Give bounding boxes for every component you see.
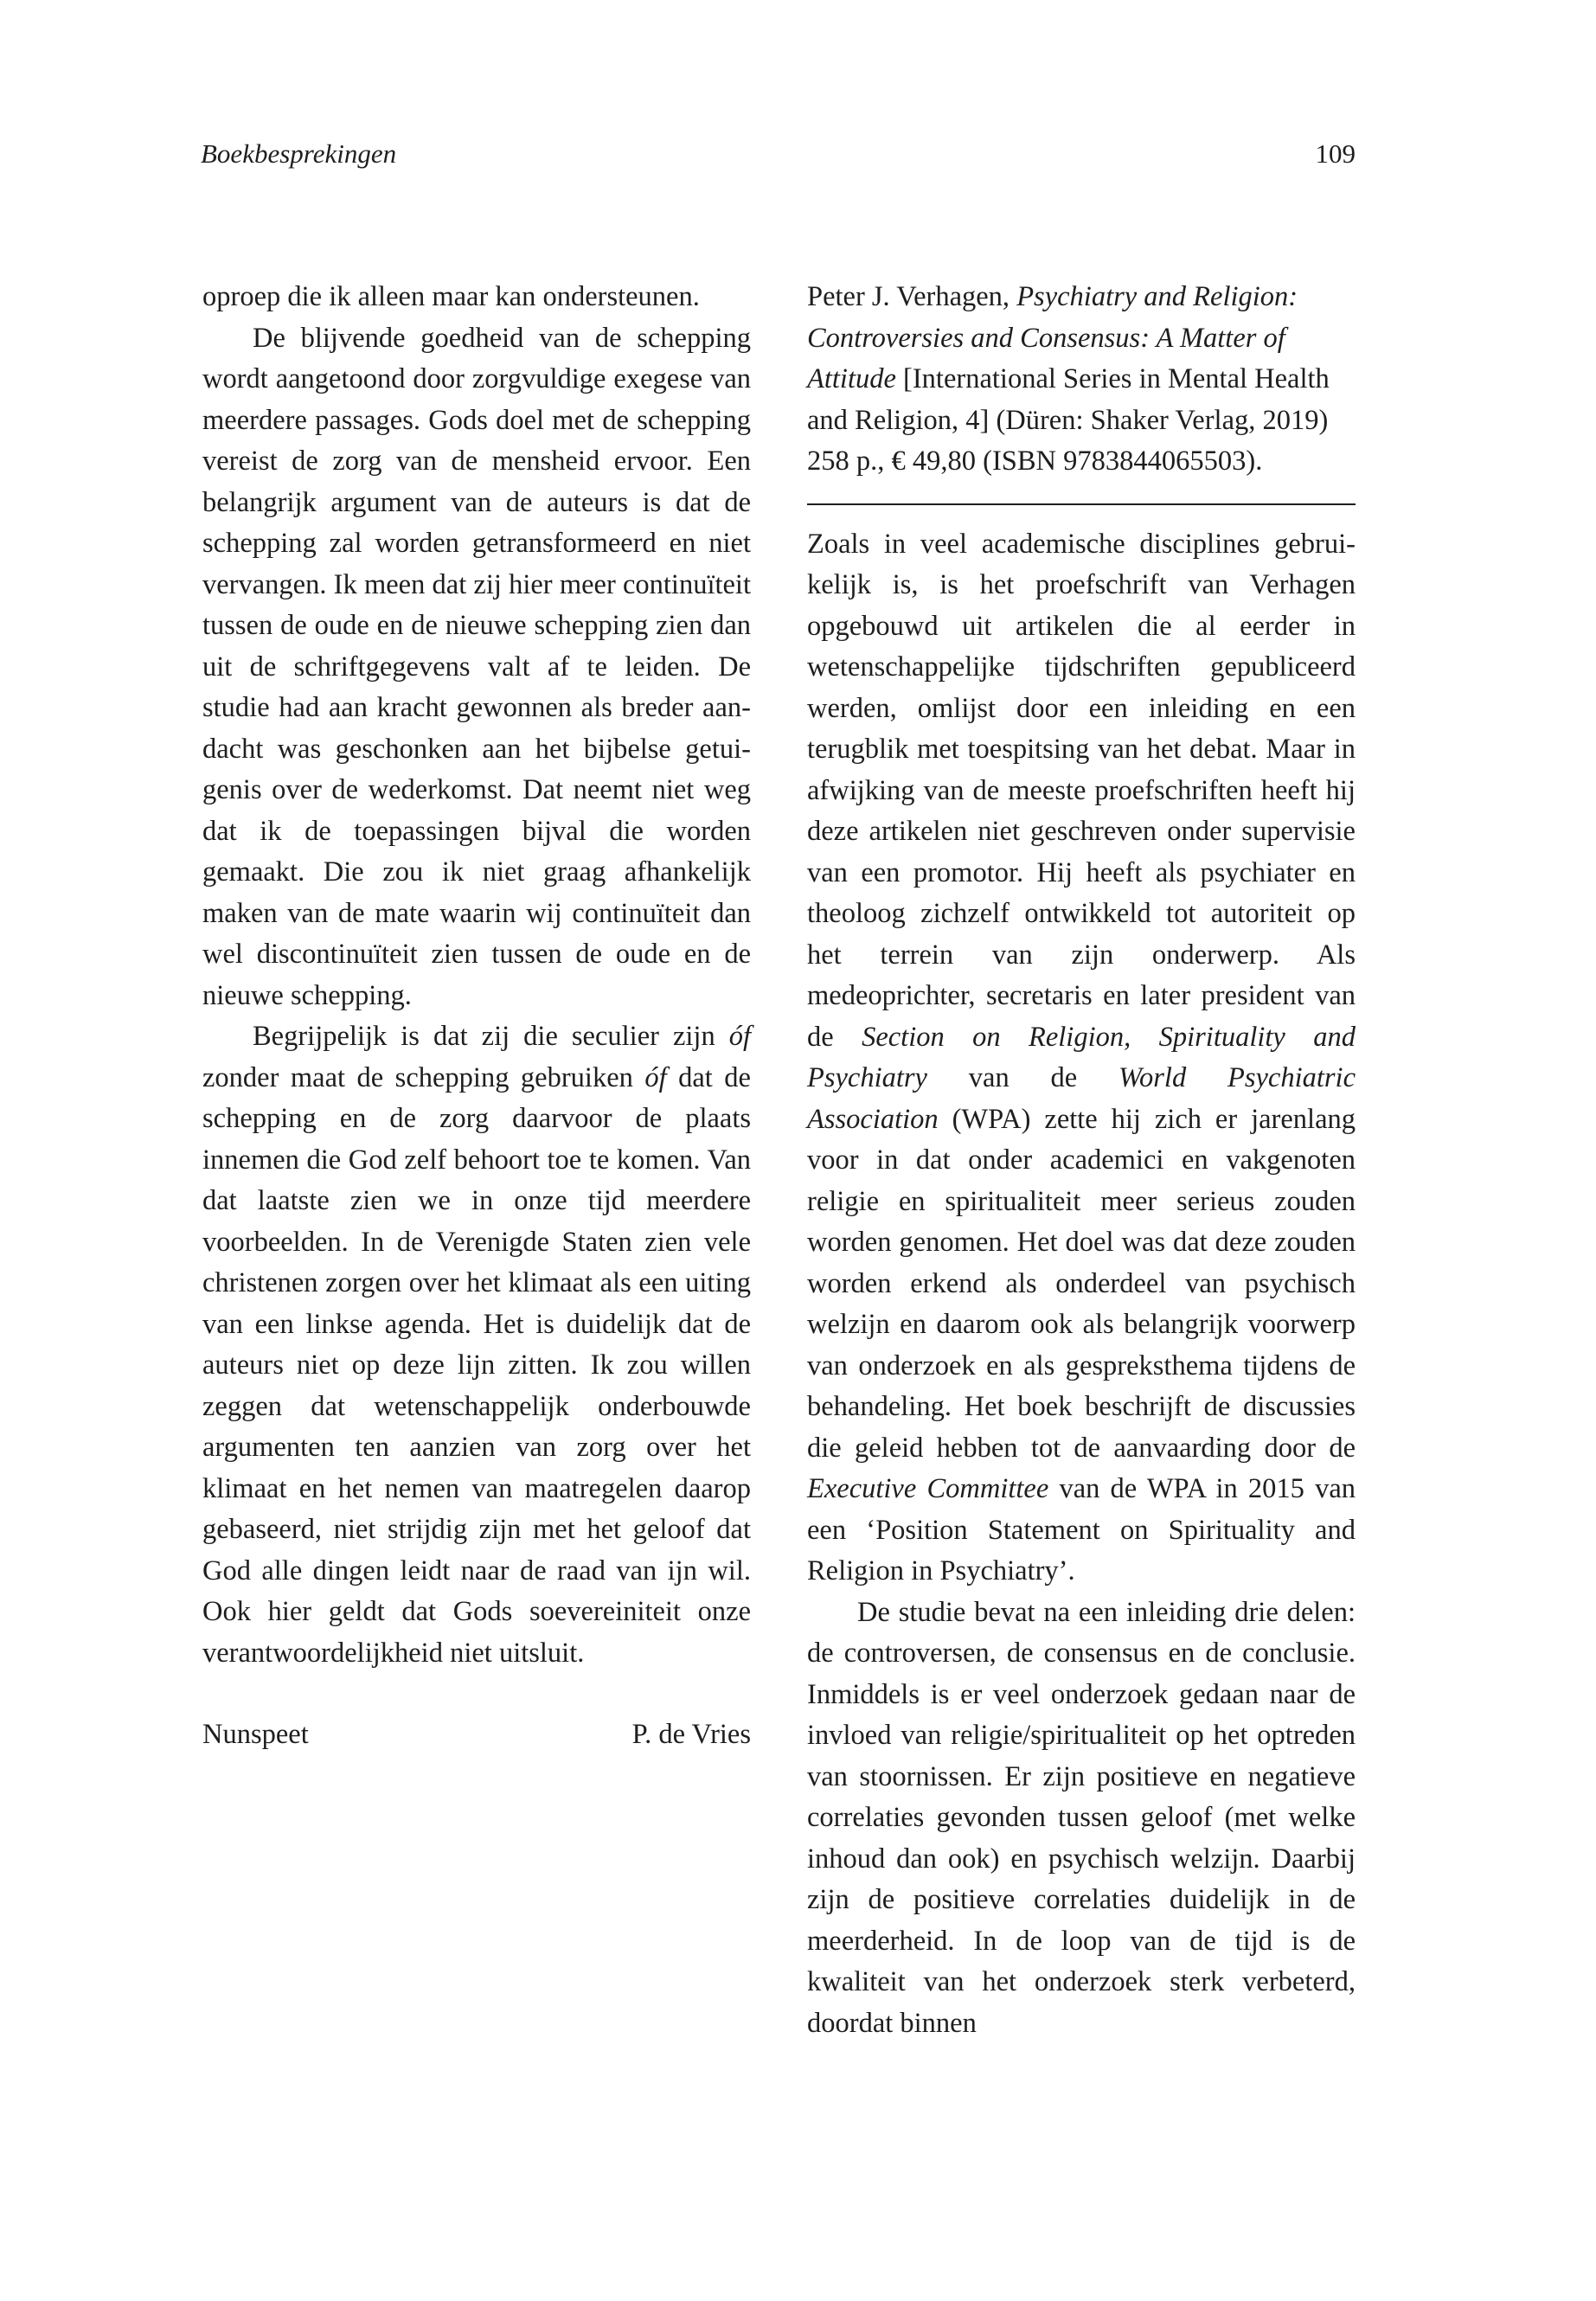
text-run: van de WPA in 2015 van een ‘Position Statement on Spirituality and Religion in Psychiatry’. bbox=[807, 1473, 1356, 1586]
book-details: [International Series in Mental Health and Religion, 4] (Düren: Shaker Verlag, 2019) 258 p., € 49,80 (ISBN 9783844065503). bbox=[807, 363, 1330, 477]
italic-section-name: Section on Religion, Spirituality and Psychiatry bbox=[807, 1021, 1356, 1093]
paragraph-dissertation bbox=[807, 524, 1356, 1593]
divider-rule bbox=[807, 503, 1356, 505]
paragraph-study-structure: De studie bevat na een inleiding drie delen: de controversen, de consensus en de conclusie. Inmiddels is er veel onderzoek gedaan naar de invloed van religie/spiritualiteit op het optreden van stoornissen. Er zijn positieve en negatieve correlaties gevonden tussen geloof (met welke inhoud dan ook) en psychisch welzijn. Daarbij zijn de positieve correlaties duidelijk in de meerderheid. In de loop van de tijd is de kwaliteit van het onderzoek sterk verbeterd, doordat binnen bbox=[807, 1596, 1356, 2039]
book-reference bbox=[807, 277, 1356, 483]
paragraph-continuation: oproep die ik alleen maar kan ondersteunen. bbox=[202, 281, 700, 312]
paragraph-creation-goodness: De blijvende goedheid van de schepping wordt aangetoond door zorgvuldige exegese van meerdere passages. Gods doel met de schepping vereist de zorg van de mensheid ervoor. Een belangrijk argument van de auteurs is dat de schepping zal worden getransformeerd en niet vervangen. Ik meen dat zij hier meer continuïteit tussen de oude en de nieuwe schepping zien dan uit de schriftgegevens valt af te leiden. De studie had aan kracht gewonnen als breder aandacht was geschonken aan het bijbelse getuigenis over de wederkomst. Dat neemt niet weg dat ik de toepassingen bijval die worden gemaakt. Die zou ik niet graag afhankelijk maken van de mate waarin wij continuïteit dan wel discontinuïteit zien tussen de oude en de nieuwe schepping. bbox=[202, 322, 751, 1011]
emphasis-of: óf bbox=[728, 1021, 751, 1052]
review-signoff bbox=[202, 1715, 751, 1756]
right-column bbox=[807, 277, 1356, 2044]
page-number: 109 bbox=[1315, 138, 1356, 169]
text-run: Begrijpelijk is dat zij die seculier zijn bbox=[253, 1021, 729, 1052]
signoff-author: P. de Vries bbox=[631, 1719, 751, 1750]
italic-association-name: World Psychiatric Association bbox=[807, 1062, 1356, 1135]
text-run: (WPA) zette hij zich er jarenlang voor in dat onder academici en vakgenoten religie en spiritualiteit meer serieus zouden worden genomen. Het doel was dat deze zouden worden erkend als onderdeel van psychisch welzijn en daarom ook als belangrijk voorwerp van onderzoek en als gespreksthema tijdens de behandeling. Het boek beschrijft de discussies die geleid hebben tot de aanvaarding door de bbox=[807, 1103, 1356, 1464]
book-title: Psychiatry and Religion: Controversies and Consensus: A Matter of Attitude bbox=[807, 281, 1298, 394]
text-run: van de bbox=[926, 1062, 1118, 1093]
signoff-place: Nunspeet bbox=[202, 1719, 309, 1750]
text-run: Zoals in veel academische disciplines gebruikelijk is, is het proefschrift van Verhagen opgebouwd uit artikelen die al eerder in wetenschappelijke tijdschriften gepubliceerd werden, omlijst door een inleiding en een terugblik met toespitsing van het debat. Maar in afwijking van de meeste proefschriften heeft hij deze artikelen niet geschreven onder supervisie van een promotor. Hij heeft als psychiater en theoloog zichzelf ontwikkeld tot autoriteit op het terrein van zijn onderwerp. Als medeoprichter, secretaris en later president van de bbox=[807, 528, 1356, 1053]
text-run: zonder maat de schepping gebruiken bbox=[202, 1061, 645, 1093]
text-run: dat de schepping en de zorg daarvoor de plaats innemen die God zelf behoort toe te komen. Van dat laatste zien we in onze tijd meerdere voorbeelden. In de Verenigde Staten zien vele christenen zorgen over het klimaat als een uiting van een linkse agenda. Het is duidelijk dat de auteurs niet op deze lijn zitten. Ik zou willen zeggen dat wetenschappelijk onderbouwde argumenten ten aanzien van zorg over het klimaat en het nemen van maatregelen daarop gebaseerd, niet strijdig zijn met het geloof dat God alle dingen leidt naar de raad van ijn wil. Ook hier geldt dat Gods soevereiniteit onze verantwoordelijkheid niet uitsluit. bbox=[202, 1061, 751, 1669]
running-head: Boekbesprekingen bbox=[201, 138, 397, 169]
emphasis-of: óf bbox=[644, 1061, 667, 1093]
italic-committee-name: Executive Committee bbox=[807, 1473, 1049, 1504]
book-author: Peter J. Verhagen, bbox=[807, 281, 1017, 312]
paragraph-secular-view bbox=[202, 1016, 751, 1674]
left-column bbox=[202, 277, 751, 1756]
